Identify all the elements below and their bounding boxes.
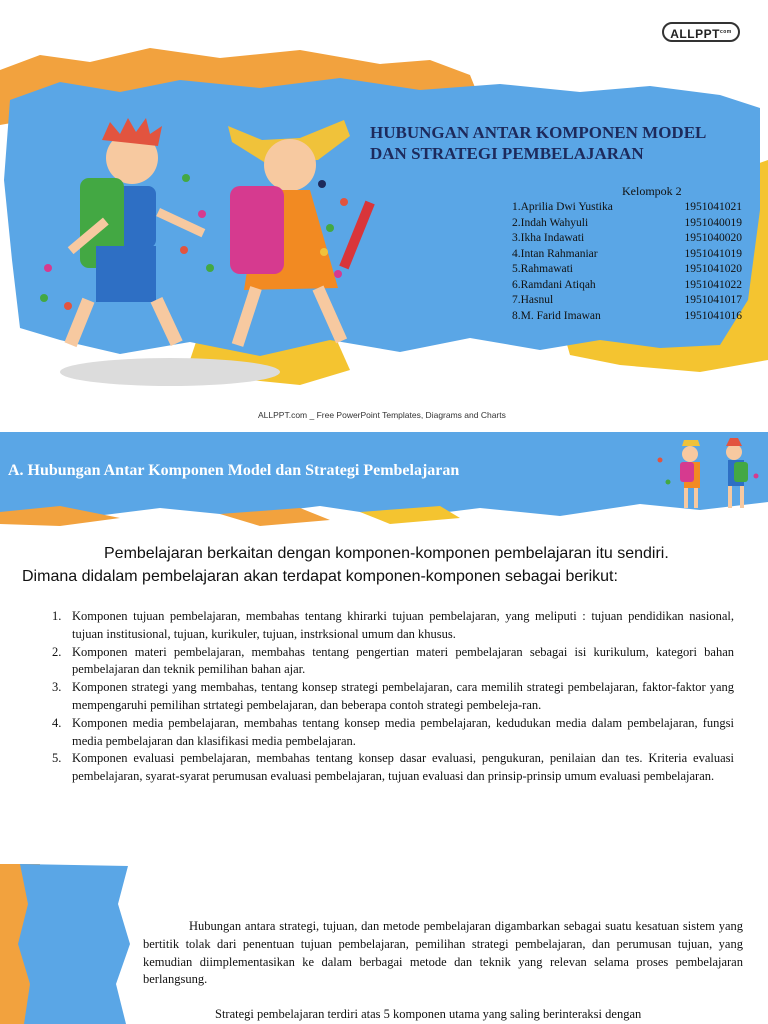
title-line-1: HUBUNGAN ANTAR KOMPONEN MODEL: [370, 123, 707, 142]
section-heading: A. Hubungan Antar Komponen Model dan Strategi Pembelajaran: [8, 462, 460, 479]
relation-paragraph: Hubungan antara strategi, tujuan, dan metode pembelajaran digambarkan sebagai suatu kesatuan sistem yang bertitik tolak dari penentuan tujuan pembelajaran, pemilihan strategi pembelajaran, dan perumusan tujuan, yang kemudian diimplementasikan ke dalam berbagai metode dan teknik yang relevan selama proses pembelajaran berlangsung.: [143, 919, 743, 987]
list-item: 1. Komponen tujuan pembelajaran, membahas tentang khirarki tujuan pembelajaran, yang meliputi : tujuan pendidikan nasional, tujuan institusional, tujuan, kurikuler, tujuan, instrksional umum dan khusus.: [52, 609, 734, 641]
member-row: 7.Hasnul 1951041017: [512, 294, 742, 306]
slide-title: [370, 122, 760, 164]
content-slide-2: [0, 864, 768, 1024]
strategy-paragraph: Strategi pembelajaran terdiri atas 5 komponen utama yang saling berinteraksi dengan: [215, 1007, 642, 1021]
member-row: 5.Rahmawati 1951041020: [512, 263, 742, 275]
member-row: 6.Ramdani Atiqah 1951041022: [512, 278, 742, 291]
list-item: 3. Komponen strategi yang membahas, tentang konsep strategi pembelajaran, cara memilih strategi pembelajaran, faktor-faktor yang mempengaruhi pemilihan strtategi pembelajaran, dan beberapa contoh strategi pembeleja-ran.: [52, 680, 734, 712]
header-banner: [0, 432, 768, 532]
content-slide: [0, 432, 768, 852]
member-list: [512, 200, 742, 324]
side-splash: [0, 864, 140, 1024]
member-row: 2.Indah Wahyuli 1951040019: [512, 216, 742, 229]
list-item: 2. Komponen materi pembelajaran, membahas tentang pengertian materi pembelajaran sebagai isi kurikulum, kategori bahan pembelajaran dan teknik pemilihan bahan ajar.: [52, 644, 734, 677]
group-label: Kelompok 2: [622, 184, 682, 198]
intro-paragraph: Pembelajaran berkaitan dengan komponen-komponen pembelajaran itu sendiri. Dimana didalam pembelajaran akan terdapat komponen-komponen sebagai berikut:: [22, 545, 669, 585]
component-list: [52, 608, 734, 786]
member-row: 3.Ikha Indawati 1951040020: [512, 232, 742, 244]
title-line-2: DAN STRATEGI PEMBELAJARAN: [370, 144, 644, 163]
title-slide: [0, 0, 768, 428]
list-item: 5. Komponen evaluasi pembelajaran, membahas tentang konsep dasar evaluasi, pengukuran, penilaian dan tes. Kriteria evaluasi pembelajaran, syarat-syarat perumusan evaluasi pembelajaran, tujuan evaluasi dan prinsip-prinsip umum evaluasi pembelajaran.: [52, 751, 734, 784]
member-row: 8.M. Farid Imawan 1951041016: [512, 309, 742, 322]
template-caption: ALLPPT.com _ Free PowerPoint Templates, Diagrams and Charts: [258, 410, 506, 420]
member-row: 4.Intan Rahmaniar 1951041019: [512, 247, 742, 260]
member-row: 1.Aprilia Dwi Yustika 1951041021: [512, 201, 742, 213]
list-item: 4. Komponen media pembelajaran, membahas tentang konsep media pembelajaran, kedudukan media dalam pembelajaran, fungsi media pembelajaran dan klasifikasi media pembelajaran.: [52, 715, 734, 748]
allppt-logo: $ALLPPT^{com}$: [662, 22, 740, 42]
